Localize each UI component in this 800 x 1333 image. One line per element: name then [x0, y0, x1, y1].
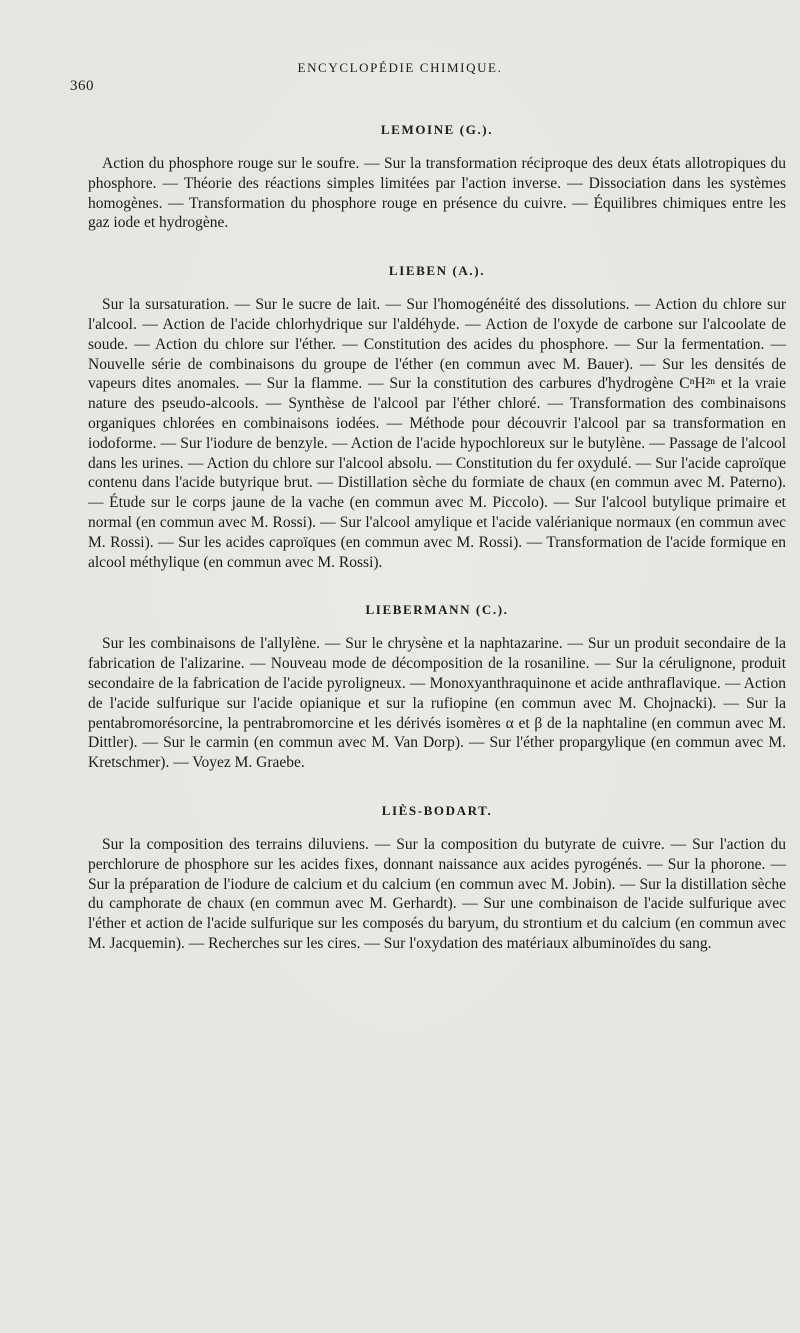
page-number: 360 — [70, 78, 94, 94]
author-heading: LIEBEN (A.). — [388, 263, 486, 279]
author-bibliography: Sur les combinaisons de l'allylène. — Sur le chrysène et la naphtazarine. — Sur un produit secondaire de la fabrication de l'alizarine. — Nouveau mode de décomposition de la rosaniline. — Sur la cérulignone, produit secondaire de la fabrication de l'acide pyroligneux. — Monoxyanthraquinone et acide anthraflavique. — Action de l'acide sulfurique sur l'acide opianique et sur la rufiopine (en commun avec M. Chojnacki). — Sur la pentabromorésorcine, la pentrabromorcine et les dérivés isomères α et β de la naphtaline (en commun avec M. Dittler). — Sur le carmin (en commun avec M. Van Dorp). — Sur l'éther propargylique (en commun avec M. Kretschmer). — Voyez M. Graebe. — [88, 635, 786, 772]
author-entry-liebermann — [88, 602, 786, 773]
author-bibliography: Sur la composition des terrains diluviens. — Sur la composition du butyrate de cuivre. — Sur l'action du perchlorure de phosphore sur les acides fixes, donnant naissance aux acides pyrogénés. — Sur la phorone. — Sur la préparation de l'iodure de calcium et du calcium (en commun avec M. Jobin). — Sur la distillation sèche du camphorate de chaux (en commun avec M. Gerhardt). — Sur une combinaison de l'acide sulfurique avec l'éther et action de l'acide sulfurique sur les composés du baryum, du strontium et du calcium (en commun avec M. Jacquemin). — Recherches sur les cires. — Sur l'oxydation des matériaux albuminoïdes du sang. — [88, 835, 786, 952]
author-heading: LIEBERMANN (C.). — [365, 602, 509, 618]
author-heading: LEMOINE (G.). — [380, 122, 494, 137]
page-header — [0, 52, 800, 94]
running-title: ENCYCLOPÉDIE CHIMIQUE. — [297, 60, 503, 75]
author-entry-lies-bodart — [88, 803, 786, 954]
author-bibliography: Sur la sursaturation. — Sur le sucre de lait. — Sur l'homogénéité des dissolutions. — Action du chlore sur l'alcool. — Action de l'acide chlorhydrique sur l'aldéhyde. — Action de l'oxyde de carbone sur l'alcoolate de soude. — Action du chlore sur l'éther. — Constitution des acides du phosphore. — Sur la fermentation. — Nouvelle série de combinaisons du groupe de l'éther (en commun avec M. Bauer). — Sur les densités de vapeurs dites anomales. — Sur la flamme. — Sur la constitution des carbures d'hydrogène CⁿH²ⁿ et la vraie nature des pseudo-alcools. — Synthèse de l'alcool par l'éther chloré. — Transformation des combinaisons organiques chlorées en combinaisons iodées. — Méthode pour découvrir l'alcool par sa transformation en iodoforme. — Sur l'iodure de benzyle. — Action de l'acide hypochloreux sur le butylène. — Passage de l'alcool dans les urines. — Action du chlore sur l'alcool absolu. — Constitution du fer oxydulé. — Sur l'acide caproïque contenu dans l'acide butyrique brut. — Distillation sèche du formiate de chaux (en commun avec M. Paterno). — Étude sur le corps jaune de la vache (en commun avec M. Piccolo). — Sur l'alcool butylique primaire et normal (en commun avec M. Rossi). — Sur l'alcool amylique et l'acide valérianique normaux (en commun avec M. Rossi). — Sur les acides caproïques (en commun avec M. Rossi). — Transformation de l'acide formique en alcool méthylique (en commun avec M. Rossi). — [88, 296, 786, 571]
author-entry-lemoine — [88, 122, 786, 233]
author-heading: LIÈS-BODART. — [381, 802, 493, 818]
page-content — [88, 122, 786, 954]
author-bibliography: Action du phosphore rouge sur le soufre. — Sur la transformation réciproque des deux états allotropiques du phosphore. — Théorie des réactions simples limitées par l'action inverse. — Dissociation dans les systèmes homogènes. — Transformation du phosphore rouge en présence du cuivre. — Équilibres chimiques entre les gaz iode et hydrogène. — [88, 155, 786, 232]
author-entry-lieben — [88, 263, 786, 572]
